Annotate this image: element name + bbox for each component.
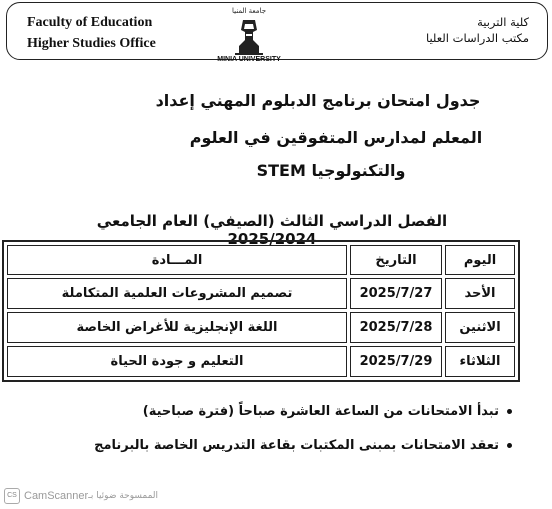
row-day: الاثنين: [445, 312, 515, 343]
bullet-icon: [507, 443, 512, 448]
note-start-time: [143, 404, 512, 419]
university-logo: [209, 7, 289, 67]
table-row: [7, 346, 515, 377]
row-date: 2025/7/29: [350, 346, 442, 377]
exam-schedule-table: [2, 240, 520, 382]
row-subject: تصميم المشروعات العلمية المتكاملة: [7, 278, 347, 309]
logo-arabic-text: جامعة المنيا: [231, 7, 267, 15]
letterhead: [6, 2, 548, 63]
faculty-name-ar: كلية التربية: [477, 15, 529, 29]
watermark-app-name: CamScanner: [24, 490, 89, 502]
row-day: الأحد: [445, 278, 515, 309]
office-name-en: Higher Studies Office: [27, 36, 156, 51]
table-header-row: [7, 245, 515, 275]
row-subject: اللغة الإنجليزية للأغراض الخاصة: [7, 312, 347, 343]
logo-english-text: MINIA UNIVERSITY: [217, 56, 281, 63]
row-date: 2025/7/28: [350, 312, 442, 343]
header-date: التاريخ: [350, 245, 442, 275]
camscanner-logo-icon: CS: [4, 488, 20, 504]
table-row: [7, 278, 515, 309]
table-row: [7, 312, 515, 343]
title-line-2: المعلم لمدارس المتفوقين في العلوم: [189, 128, 483, 147]
row-subject: التعليم و جودة الحياة: [7, 346, 347, 377]
note-location: [94, 438, 512, 453]
term-heading: الفصل الدراسي الثالث (الصيفي) العام الجامعي 2025/2024: [96, 212, 448, 248]
row-day: الثلاثاء: [445, 346, 515, 377]
scanner-watermark: [4, 487, 164, 505]
title-line-1: جدول امتحان برنامج الدبلوم المهني إعداد: [155, 91, 481, 110]
bullet-icon: [507, 409, 512, 414]
faculty-name-en: Faculty of Education: [27, 15, 153, 30]
watermark-arabic-text: الممسوحة ضوئيا بـ: [88, 491, 159, 501]
header-day: اليوم: [445, 245, 515, 275]
nefertiti-emblem-icon: [231, 16, 267, 56]
office-name-ar: مكتب الدراسات العليا: [425, 31, 529, 45]
title-line-3: والتكنولوجيا STEM: [256, 161, 406, 180]
note-text: تبدأ الامتحانات من الساعة العاشرة صباحاً (فترة صباحية): [142, 404, 499, 419]
header-subject: المـــادة: [7, 245, 347, 275]
row-date: 2025/7/27: [350, 278, 442, 309]
note-text: تعقد الامتحانات بمبنى المكتبات بقاعة التدريس الخاصة بالبرنامج: [94, 438, 499, 453]
